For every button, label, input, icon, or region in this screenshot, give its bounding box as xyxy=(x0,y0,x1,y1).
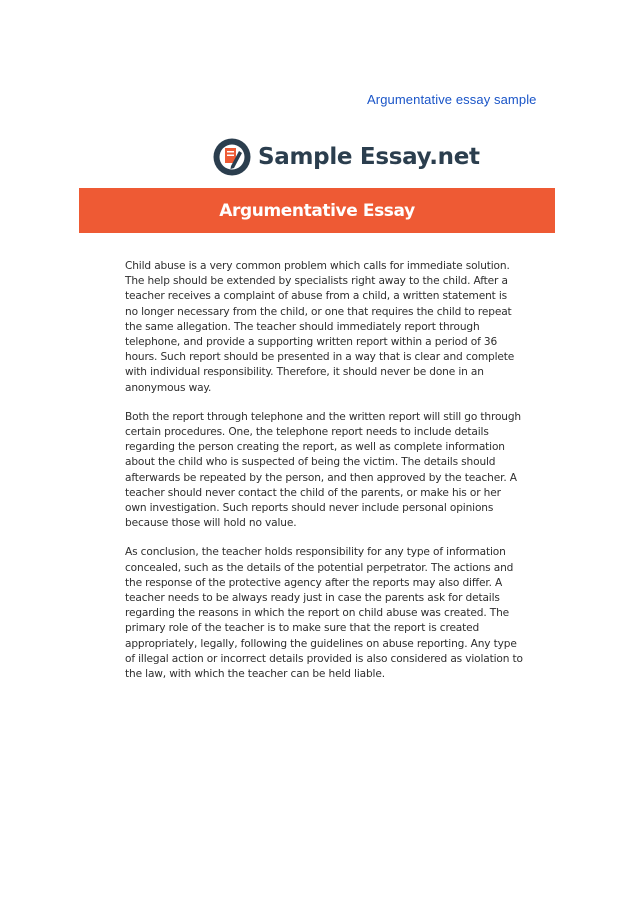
essay-paragraph: Both the report through telephone and the written report will still go through certain procedures. One, the telephone report needs to include details regarding the person creating the report, as well as complete information about the child who is suspected of being the victim. The details should afterwards be repeated by the person, and then approved by the teacher. A teacher should never contact the child of the parents, or make his or her own investigation. Such reports should never include personal opinions because those will hold no value. xyxy=(125,410,521,530)
document-pen-icon xyxy=(212,137,252,177)
sample-essay-logo xyxy=(212,135,480,179)
logo-text: Sample Essay.net xyxy=(258,144,480,170)
argumentative-essay-sample-link[interactable]: Argumentative essay sample xyxy=(367,92,537,107)
banner-title: Argumentative Essay xyxy=(219,200,415,221)
essay-body xyxy=(125,259,523,696)
essay-paragraph: As conclusion, the teacher holds responsibility for any type of information concealed, such as the details of the potential perpetrator. The actions and the response of the protective agency after the reports may also differ. A teacher needs to be always ready just in case the parents ask for details regarding the reasons in which the report on child abuse was created. The primary role of the teacher is to make sure that the report is created appropriately, legally, following the guidelines on abuse reporting. Any type of illegal action or incorrect details provided is also considered as violation to the law, with which the teacher can be held liable. xyxy=(125,546,523,681)
title-banner xyxy=(79,188,555,233)
essay-paragraph: Child abuse is a very common problem which calls for immediate solution. The help should be extended by specialists right away to the child. After a teacher receives a complaint of abuse from a child, a written statement is no longer necessary from the child, or one that requires the child to repeat the same allegation. The teacher should immediately report through telephone, and provide a supporting written report within a period of 36 hours. Such report should be presented in a way that is clear and complete with individual responsibility. Therefore, it should never be done in an anonymous way. xyxy=(125,260,515,394)
